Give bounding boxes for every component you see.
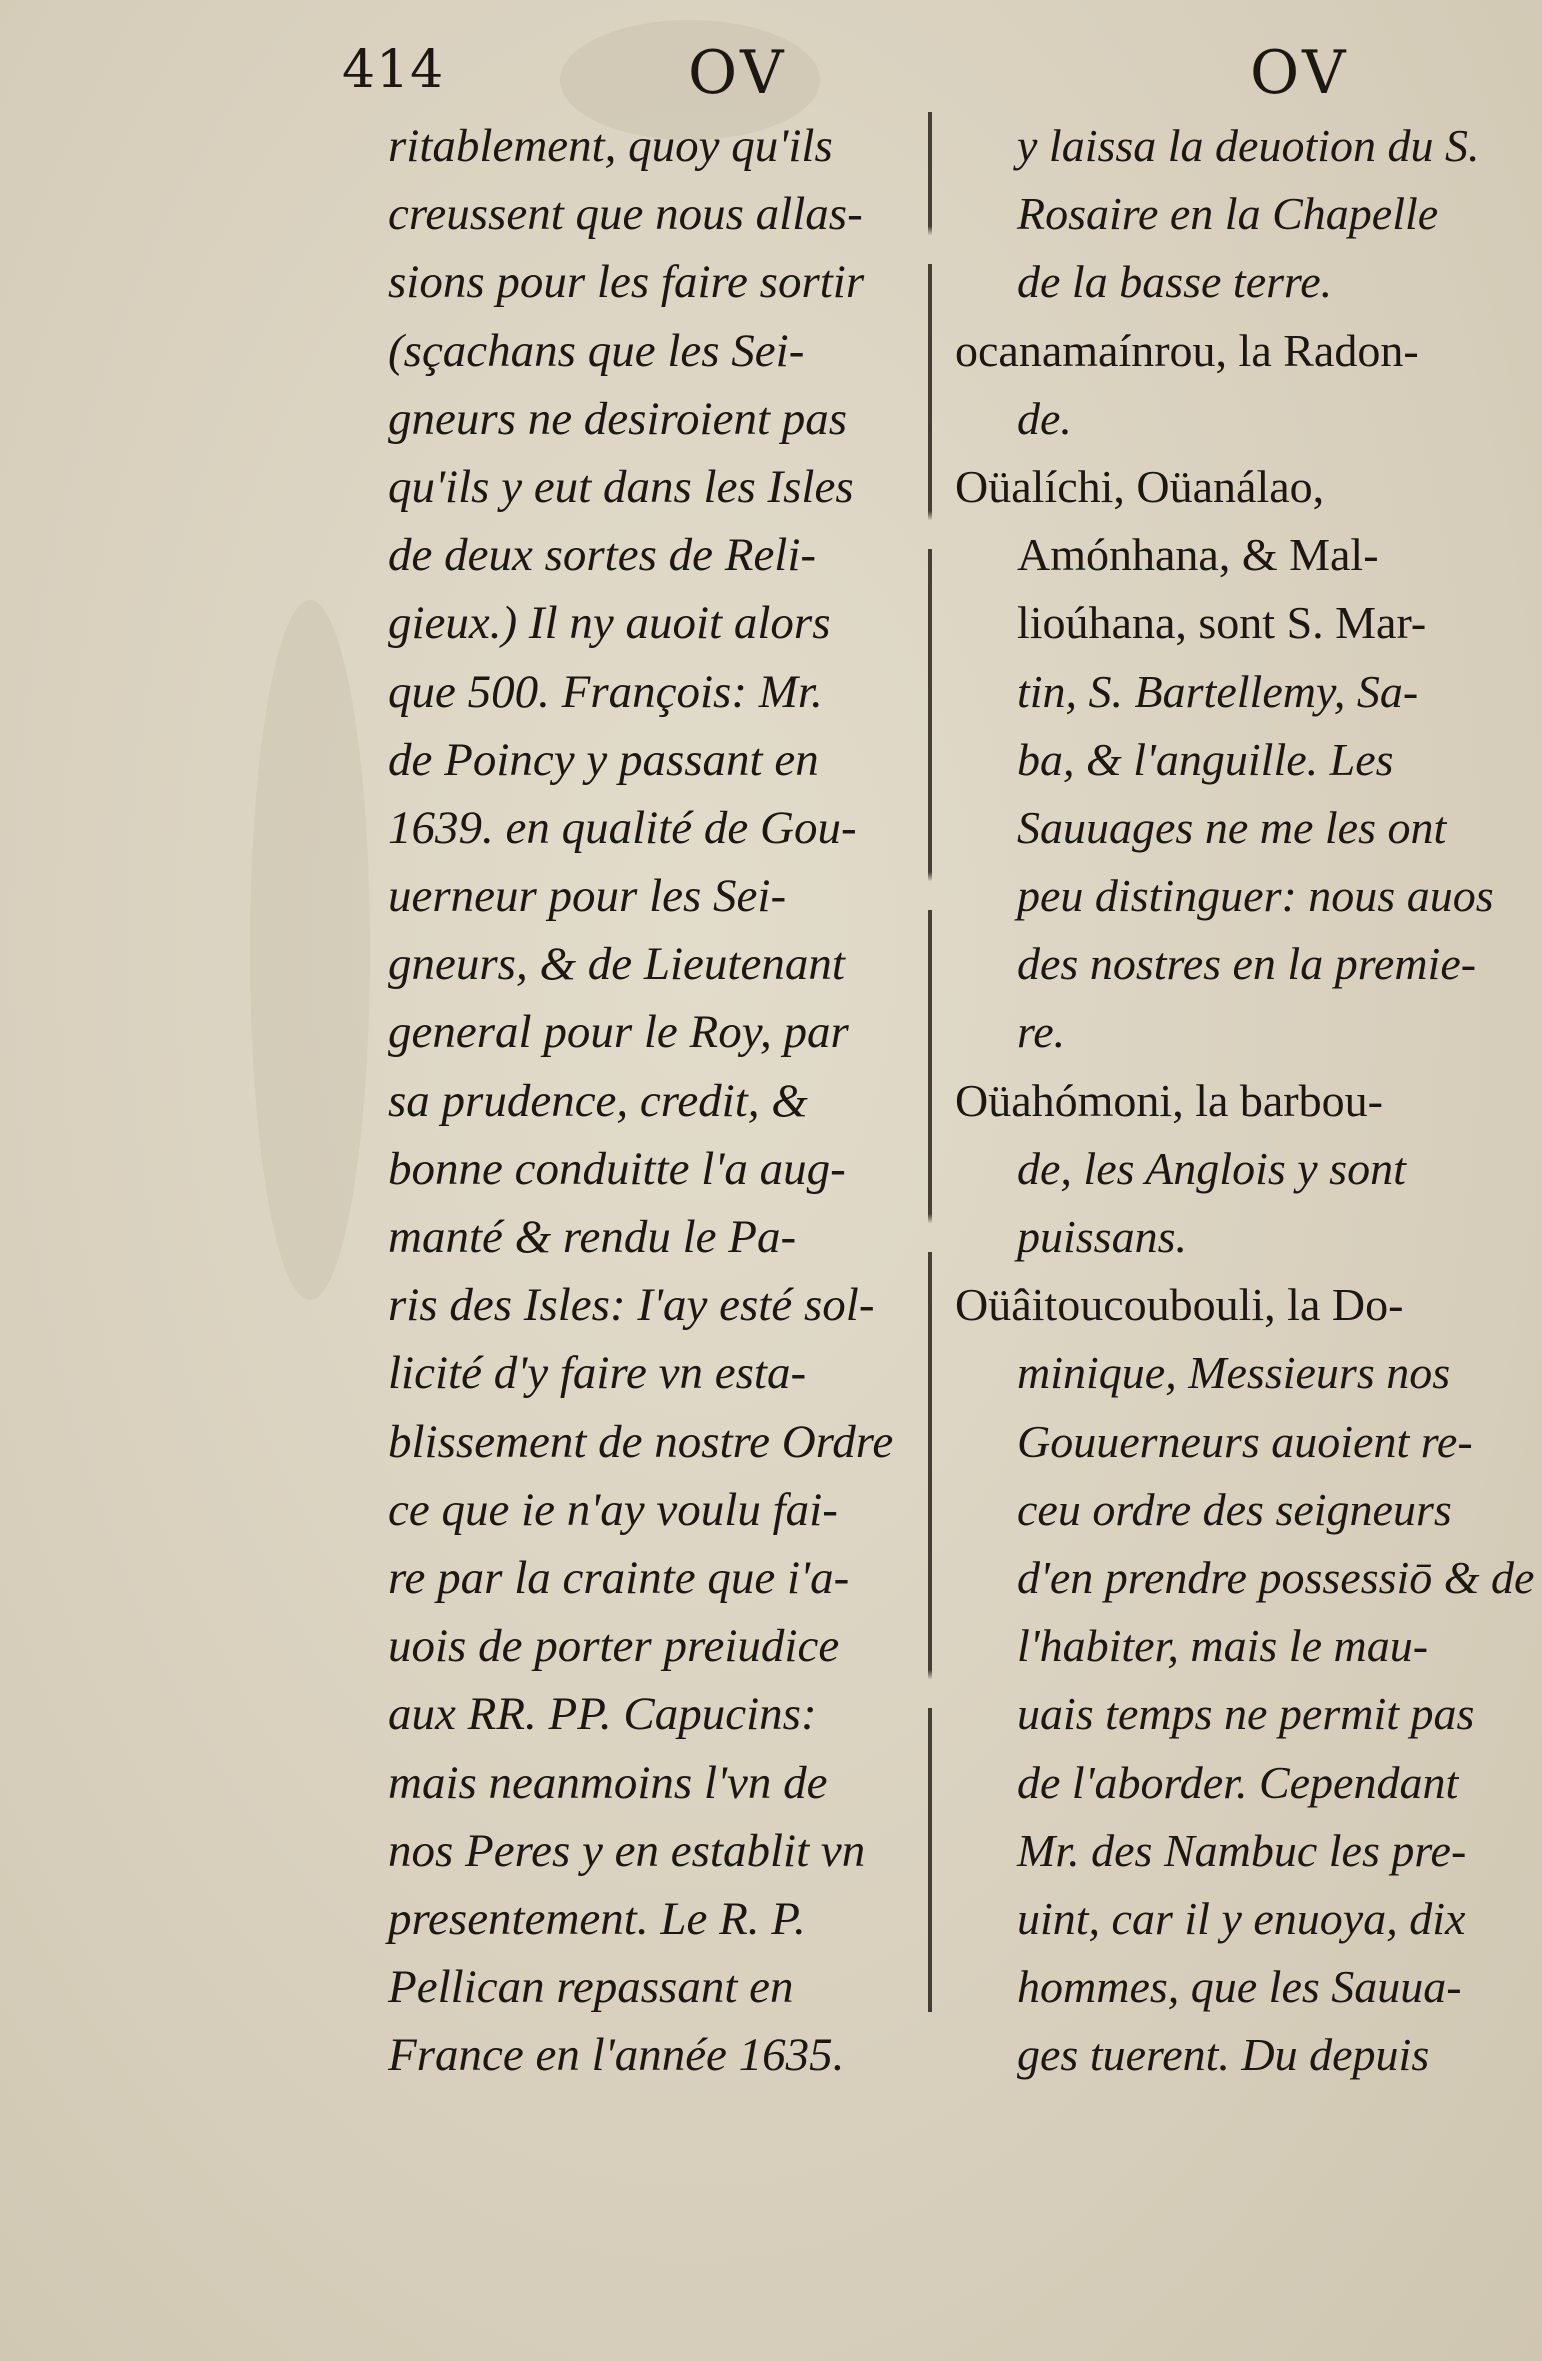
text-line: de, les Anglois y sont <box>1017 1142 1406 1194</box>
text-line: peu distinguer: nous auos <box>1017 870 1494 922</box>
text-line: ce que ie n'ay voulu fai- <box>388 1483 838 1536</box>
text-line: uais temps ne permit pas <box>1017 1688 1475 1740</box>
text-line: blissement de nostre Ordre <box>388 1415 894 1468</box>
text-line: qu'ils y eut dans les Isles <box>388 460 854 513</box>
text-line: re. <box>1017 1006 1066 1058</box>
text-line: re par la crainte que i'a- <box>388 1551 850 1604</box>
text-line: hommes, que les Sauua- <box>1017 1961 1462 2013</box>
text-line: Pellican repassant en <box>388 1961 794 2014</box>
text-line: l'habiter, mais le mau- <box>1017 1620 1429 1672</box>
text-line: puissans. <box>1017 1211 1187 1262</box>
text-line: uois de porter preiudice <box>388 1620 840 1673</box>
glossary-entry-line: Oüahómoni, la barbou- <box>955 1074 1383 1126</box>
text-line: uint, car il y enuoya, dix <box>1017 1892 1466 1944</box>
text-line: de. <box>1017 392 1072 444</box>
text-line: de la basse terre. <box>1017 256 1333 308</box>
text-line: gieux.) Il ny auoit alors <box>388 597 831 650</box>
text-line: mais neanmoins l'vn de <box>388 1756 828 1809</box>
column-divider-rule <box>928 112 932 2012</box>
glossary-entry-line: Oüalíchi, Oüanálao, <box>955 460 1325 512</box>
glossary-entry-line: Oüâitoucoubouli, la Do- <box>955 1279 1404 1331</box>
page-stain <box>250 600 370 1300</box>
text-line: nos Peres y en establit vn <box>388 1824 866 1877</box>
text-line: sions pour les faire sortir <box>388 256 865 309</box>
text-line: que 500. François: Mr. <box>388 665 823 718</box>
text-line: 1639. en qualité de Gou- <box>388 801 857 854</box>
text-line: ris des Isles: I'ay esté sol- <box>388 1279 875 1332</box>
text-line: ba, & l'anguille. Les <box>1017 733 1394 785</box>
text-line: tin, S. Bartellemy, Sa- <box>1017 665 1419 717</box>
text-line: France en l'année 1635. <box>388 2029 845 2082</box>
text-line: presentement. Le R. P. <box>388 1892 806 1945</box>
text-line: d'en prendre possessiō & de <box>1017 1551 1535 1603</box>
text-line: gneurs ne desiroient pas <box>388 392 848 445</box>
text-line: (sçachans que les Sei- <box>388 324 805 377</box>
text-line: Rosaire en la Chapelle <box>1017 188 1439 240</box>
text-line: minique, Messieurs nos <box>1017 1347 1451 1399</box>
text-line: creussent que nous allas- <box>388 188 863 241</box>
running-head-left: OV <box>688 38 788 108</box>
right-text-column <box>955 112 1535 2089</box>
text-line: des nostres en la premie- <box>1017 938 1477 990</box>
text-line: licité d'y faire vn esta- <box>388 1347 807 1400</box>
left-text-column <box>388 112 908 2089</box>
text-line: Mr. des Nambuc les pre- <box>1017 1824 1467 1876</box>
text-line: uerneur pour les Sei- <box>388 870 787 923</box>
text-line: ges tuerent. Du depuis <box>1017 2029 1430 2081</box>
text-line: Gouuerneurs auoient re- <box>1017 1415 1473 1467</box>
text-line: aux RR. PP. Capucins: <box>388 1688 817 1741</box>
text-line: gneurs, & de Lieutenant <box>388 938 845 991</box>
text-line: Sauuages ne me les ont <box>1017 801 1447 853</box>
text-line: ceu ordre des seigneurs <box>1017 1483 1452 1535</box>
text-line: general pour le Roy, par <box>388 1006 849 1059</box>
glossary-entry-line: ocanamaínrou, la Radon- <box>955 324 1419 376</box>
running-head-right: OV <box>1250 38 1350 108</box>
text-line: manté & rendu le Pa- <box>388 1211 797 1263</box>
text-line: ritablement, quoy qu'ils <box>388 120 833 172</box>
text-line: de Poincy y passant en <box>388 733 819 786</box>
text-line: sa prudence, credit, & <box>388 1074 808 1127</box>
text-line: de deux sortes de Reli- <box>388 529 817 582</box>
text-line: de l'aborder. Cependant <box>1017 1756 1459 1808</box>
text-line: bonne conduitte l'a aug- <box>388 1142 846 1195</box>
page-number: 414 <box>342 40 445 100</box>
text-line: y laissa la deuotion du S. <box>1017 120 1480 171</box>
text-line: Amónhana, & Mal- <box>1017 529 1379 581</box>
text-line: lioúhana, sont S. Mar- <box>1017 597 1427 649</box>
